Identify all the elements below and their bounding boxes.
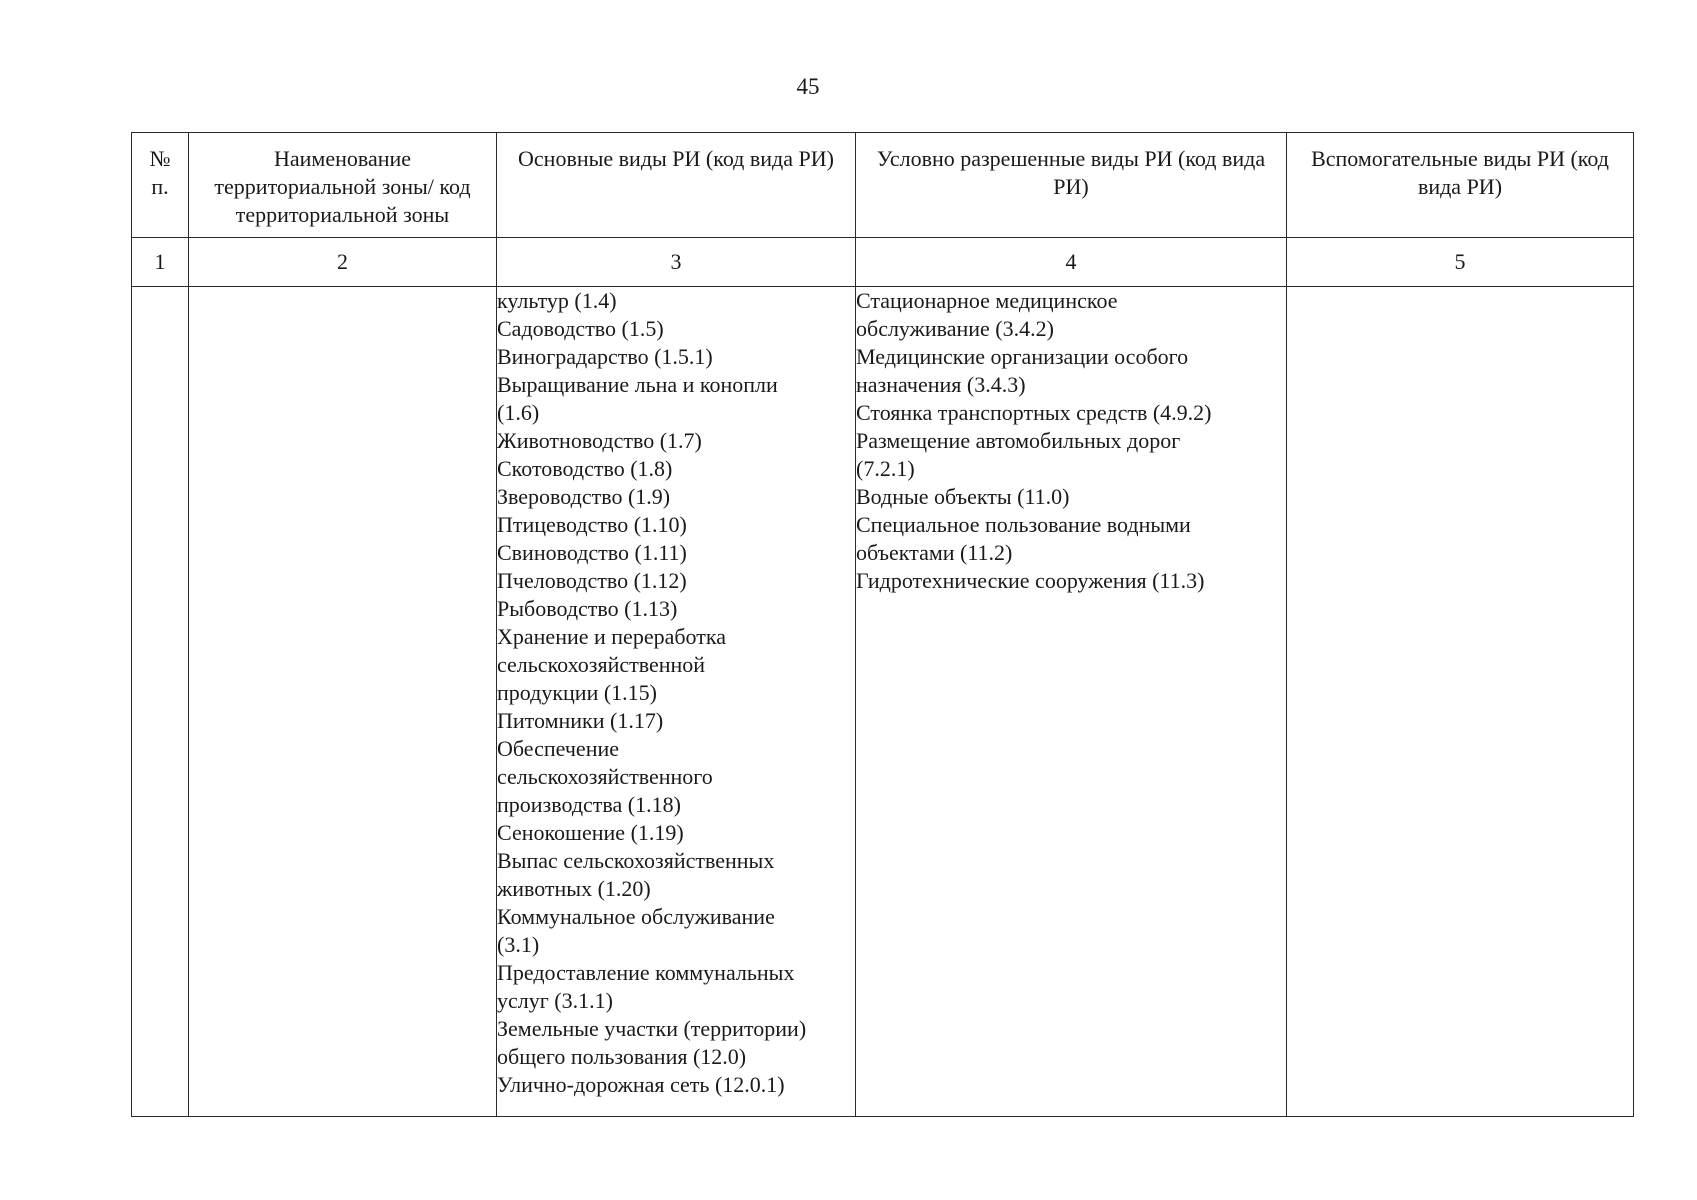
column-number: 2 <box>189 238 497 287</box>
main-use-item: сельскохозяйственного <box>497 764 713 789</box>
page-number: 45 <box>796 74 820 99</box>
main-use-item: общего пользования (12.0) <box>497 1044 747 1069</box>
main-use-item: продукции (1.15) <box>497 680 657 705</box>
conditional-use-item: объектами (11.2) <box>856 540 1013 565</box>
main-use-item: Виноградарство (1.5.1) <box>497 344 713 369</box>
main-use-item: Земельные участки (территории) <box>497 1016 807 1041</box>
header-number: № п. <box>132 133 189 238</box>
conditional-use-item: Стационарное медицинское <box>856 288 1118 313</box>
main-use-item: культур (1.4) <box>497 288 617 313</box>
conditional-use-item: Размещение автомобильных дорог <box>856 428 1181 453</box>
table-row <box>132 287 1634 1117</box>
main-use-item: Свиноводство (1.11) <box>497 540 687 565</box>
conditional-use-item: (7.2.1) <box>856 456 915 481</box>
conditional-use-item: Гидротехнические сооружения (11.3) <box>856 568 1205 593</box>
column-number: 5 <box>1287 238 1634 287</box>
auxiliary-uses-cell <box>1287 287 1634 1117</box>
conditional-use-item: Медицинские организации особого <box>856 344 1189 369</box>
main-use-item: Звероводство (1.9) <box>497 484 671 509</box>
main-use-item: Выращивание льна и конопли <box>497 372 778 397</box>
header-zone-name: Наименование территориальной зоны/ код территориальной зоны <box>189 133 497 238</box>
conditional-uses-cell <box>856 287 1287 1117</box>
column-number-row <box>132 238 1634 287</box>
main-use-item: Животноводство (1.7) <box>497 428 702 453</box>
header-conditional-uses: Условно разрешенные виды РИ (код вида РИ) <box>856 133 1287 238</box>
main-use-item: Улично-дорожная сеть (12.0.1) <box>497 1072 785 1097</box>
main-use-item: Предоставление коммунальных <box>497 960 795 985</box>
main-use-item: Скотоводство (1.8) <box>497 456 673 481</box>
main-use-item: Выпас сельскохозяйственных <box>497 848 775 873</box>
header-auxiliary-uses: Вспомогательные виды РИ (код вида РИ) <box>1287 133 1634 238</box>
main-use-item: производства (1.18) <box>497 792 681 817</box>
zone-name-cell <box>189 287 497 1117</box>
column-number: 3 <box>497 238 856 287</box>
main-uses-list <box>497 287 855 1099</box>
header-main-uses: Основные виды РИ (код вида РИ) <box>497 133 856 238</box>
main-use-item: (1.6) <box>497 400 540 425</box>
main-use-item: Сенокошение (1.19) <box>497 820 684 845</box>
row-number-cell <box>132 287 189 1117</box>
main-use-item: Птицеводство (1.10) <box>497 512 687 537</box>
main-use-item: Рыбоводство (1.13) <box>497 596 678 621</box>
main-use-item: Пчеловодство (1.12) <box>497 568 687 593</box>
main-use-item: Хранение и переработка <box>497 624 726 649</box>
conditional-uses-list <box>856 287 1286 595</box>
conditional-use-item: Водные объекты (11.0) <box>856 484 1070 509</box>
main-use-item: Обеспечение <box>497 736 619 761</box>
main-uses-cell <box>497 287 856 1117</box>
zones-table <box>131 132 1634 1117</box>
column-number: 1 <box>132 238 189 287</box>
main-use-item: сельскохозяйственной <box>497 652 706 677</box>
column-number: 4 <box>856 238 1287 287</box>
conditional-use-item: Специальное пользование водными <box>856 512 1191 537</box>
main-use-item: Питомники (1.17) <box>497 708 664 733</box>
main-use-item: (3.1) <box>497 932 540 957</box>
main-use-item: животных (1.20) <box>497 876 651 901</box>
main-use-item: услуг (3.1.1) <box>497 988 613 1013</box>
main-use-item: Садоводство (1.5) <box>497 316 664 341</box>
conditional-use-item: назначения (3.4.3) <box>856 372 1026 397</box>
conditional-use-item: Стоянка транспортных средств (4.9.2) <box>856 400 1212 425</box>
header-row <box>132 133 1634 238</box>
conditional-use-item: обслуживание (3.4.2) <box>856 316 1054 341</box>
main-use-item: Коммунальное обслуживание <box>497 904 775 929</box>
